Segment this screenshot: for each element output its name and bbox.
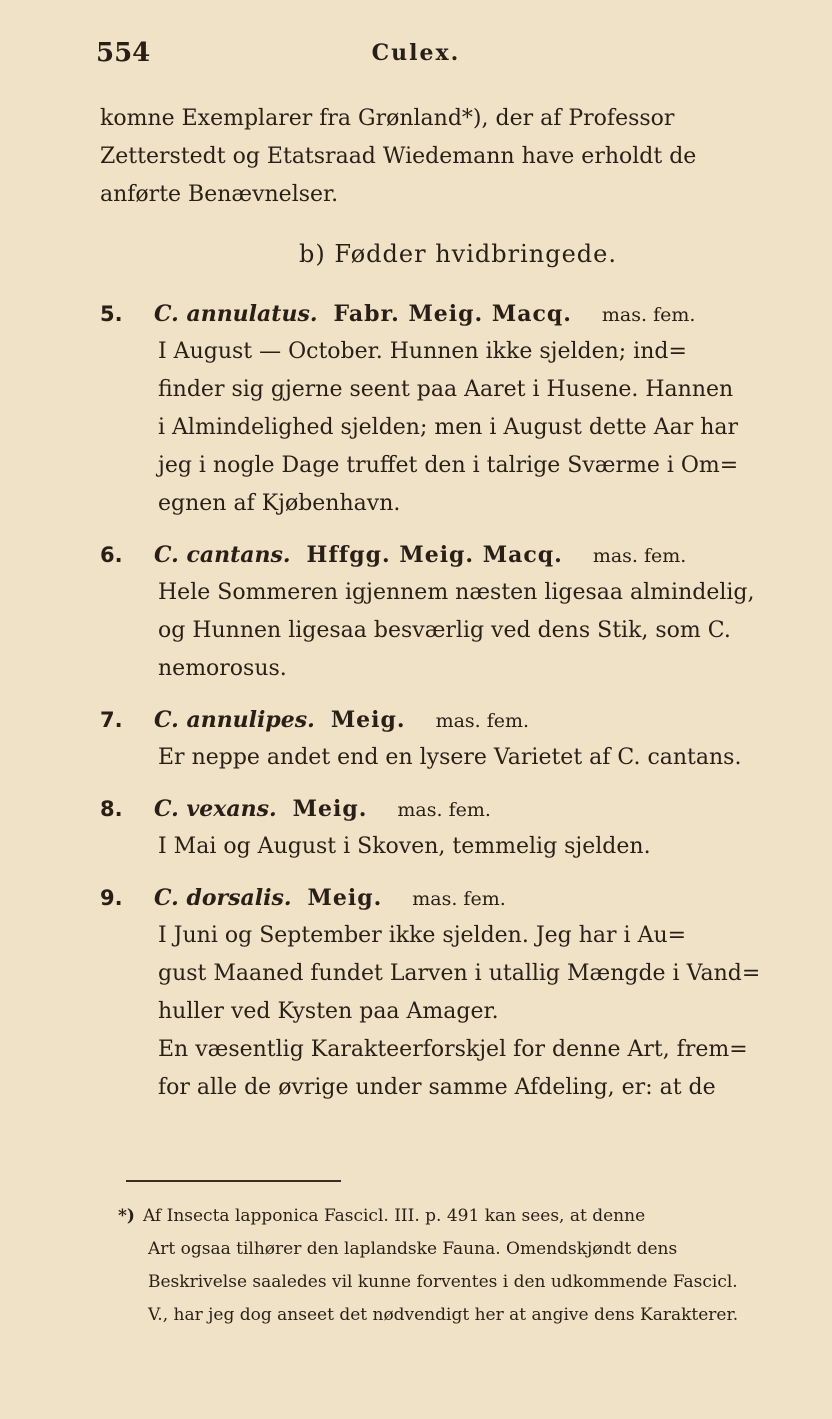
footnote-line: Beskrivelse saaledes vil kunne forventes i den udkommende Fascicl. <box>148 1272 738 1292</box>
text-line: En væsentlig Karakteerforskjel for denne Art, frem= <box>158 1037 748 1062</box>
page-header <box>96 38 736 78</box>
species-entry <box>100 702 796 777</box>
species-name: C. annulipes. <box>154 707 315 733</box>
text-line: anførte Benævnelser. <box>100 182 339 207</box>
footnote-line <box>118 1200 798 1233</box>
text-line: egnen af Kjøbenhavn. <box>158 491 401 516</box>
footnote-line: V., har jeg dog anseet det nødvendigt her at angive dens Karakterer. <box>148 1305 739 1325</box>
author-names: Meig. <box>292 796 368 822</box>
species-name: C. cantans. <box>154 542 291 568</box>
entry-description <box>100 917 796 1107</box>
species-entry <box>100 296 796 523</box>
entry-number: 6. <box>100 543 123 567</box>
text-line: for alle de øvrige under samme Afdeling, er: at de <box>158 1075 716 1100</box>
entry-description <box>100 739 796 777</box>
entry-heading <box>100 296 796 333</box>
text-line: I August — October. Hunnen ikke sjelden; ind= <box>158 339 687 364</box>
entry-number: 7. <box>100 708 123 732</box>
section-subheading: b) Fødder hvidbringede. <box>299 240 617 268</box>
species-name: C. vexans. <box>154 796 277 822</box>
entry-number: 5. <box>100 302 123 326</box>
text-line: Hele Sommeren igjennem næsten ligesaa almindelig, <box>158 580 755 605</box>
footnote-line: Art ogsaa tilhører den laplandske Fauna. Omendskjøndt dens <box>148 1239 678 1259</box>
footnote <box>118 1200 798 1332</box>
entry-heading <box>100 880 796 917</box>
sex-note: mas. fem. <box>601 304 696 326</box>
entry-heading <box>100 791 796 828</box>
text-line: huller ved Kysten paa Amager. <box>158 999 499 1024</box>
page-number: 554 <box>96 38 151 68</box>
main-text <box>100 100 796 1107</box>
author-names: Meig. <box>307 885 383 911</box>
text-line: jeg i nogle Dage truffet den i talrige Sværme i Om= <box>158 453 739 478</box>
running-head: Culex. <box>371 40 461 66</box>
species-name: C. dorsalis. <box>154 885 292 911</box>
author-names: Fabr. Meig. Macq. <box>333 301 572 327</box>
entry-description <box>100 574 796 688</box>
entry-heading <box>100 702 796 739</box>
footnote-mark: *) <box>118 1206 135 1226</box>
species-name: C. annulatus. <box>154 301 318 327</box>
footnote-rule <box>126 1180 341 1182</box>
text-line: nemorosus. <box>158 656 287 681</box>
text-line: Zetterstedt og Etatsraad Wiedemann have erholdt de <box>100 144 697 169</box>
entry-description <box>100 333 796 523</box>
intro-paragraph <box>100 100 796 214</box>
author-names: Hffgg. Meig. Macq. <box>306 542 563 568</box>
text-line: komne Exemplarer fra Grønland*), der af Professor <box>100 106 675 131</box>
footnote-text: Af Insecta lapponica Fascicl. III. p. 491 kan sees, at denne <box>142 1206 646 1226</box>
species-entry <box>100 791 796 866</box>
sex-note: mas. fem. <box>412 888 506 910</box>
text-line: I Juni og September ikke sjelden. Jeg har i Au= <box>158 923 687 948</box>
text-line: Er neppe andet end en lysere Varietet af C. cantans. <box>158 745 742 770</box>
species-entry <box>100 537 796 688</box>
sex-note: mas. fem. <box>435 710 530 732</box>
text-line: gust Maaned fundet Larven i utallig Mængde i Vand= <box>158 961 761 986</box>
sex-note: mas. fem. <box>397 799 491 821</box>
text-line: I Mai og August i Skoven, temmelig sjelden. <box>158 834 651 859</box>
entry-number: 9. <box>100 886 123 910</box>
text-line: finder sig gjerne seent paa Aaret i Husene. Hannen <box>158 377 734 402</box>
entry-heading <box>100 537 796 574</box>
text-line: i Almindelighed sjelden; men i August dette Aar har <box>158 415 739 440</box>
sex-note: mas. fem. <box>592 545 687 567</box>
species-entries <box>100 296 796 1107</box>
entry-description <box>100 828 796 866</box>
author-names: Meig. <box>330 707 406 733</box>
text-line: og Hunnen ligesaa besværlig ved dens Stik, som C. <box>158 618 731 643</box>
species-entry <box>100 880 796 1107</box>
entry-number: 8. <box>100 797 123 821</box>
